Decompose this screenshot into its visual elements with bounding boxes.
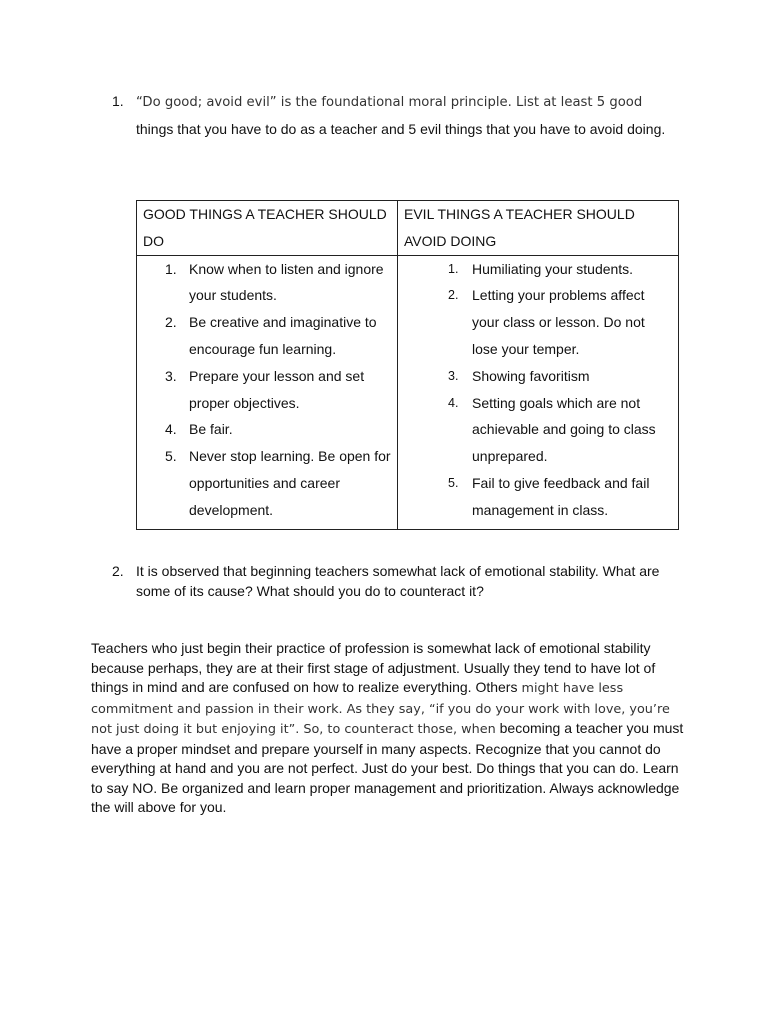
list-item-number: 1. bbox=[165, 260, 177, 277]
question-1-number: 1. bbox=[112, 93, 124, 109]
good-things-cell bbox=[137, 255, 398, 529]
list-item-text: Be creative and imaginative to encourage fun learning. bbox=[189, 314, 377, 357]
evil-things-list bbox=[398, 256, 678, 529]
question-2 bbox=[112, 562, 682, 601]
list-item-text: Know when to listen and ignore your students. bbox=[189, 260, 384, 304]
list-item bbox=[398, 363, 678, 390]
list-item bbox=[137, 363, 397, 417]
list-item-number: 2. bbox=[165, 314, 177, 331]
list-item-text: Fail to give feedback and fail management in class. bbox=[472, 474, 650, 518]
list-item-number: 4. bbox=[448, 395, 459, 410]
good-things-header: GOOD THINGS A TEACHER SHOULD DO bbox=[137, 201, 398, 256]
list-item-text: Letting your problems affect your class or lesson. Do not lose your temper. bbox=[472, 287, 645, 357]
list-item-text: Showing favoritism bbox=[472, 367, 590, 384]
answer-part-2: might have less commitment and passion in their work. As they say, “if you do your work with love, you’re not just doing it but enjoying it”. So, to counteract those, when bbox=[91, 681, 670, 737]
question-1-text-a: “Do good; avoid evil” is the foundational moral principle. List at least 5 good bbox=[136, 95, 643, 110]
list-item bbox=[137, 416, 397, 443]
evil-things-header: EVIL THINGS A TEACHER SHOULD AVOID DOING bbox=[398, 201, 679, 256]
list-item-text: Never stop learning. Be open for opportunities and career development. bbox=[189, 448, 391, 518]
list-item bbox=[398, 390, 678, 470]
list-item-text: Setting goals which are not achievable and going to class unprepared. bbox=[472, 394, 656, 465]
answer-paragraph bbox=[91, 639, 689, 818]
good-things-list bbox=[137, 256, 397, 528]
table-body-row bbox=[137, 255, 679, 529]
list-item-text: Humiliating your students. bbox=[472, 260, 634, 277]
question-2-text: It is observed that beginning teachers somewhat lack of emotional stability. What are some of its cause? What should you do to counteract it? bbox=[136, 563, 660, 599]
list-item bbox=[398, 470, 678, 524]
list-item-number: 1. bbox=[448, 261, 459, 276]
list-item-number: 5. bbox=[165, 448, 177, 465]
list-item-number: 3. bbox=[448, 368, 459, 383]
evil-things-cell bbox=[398, 255, 679, 529]
list-item-number: 5. bbox=[448, 475, 459, 490]
list-item bbox=[398, 256, 678, 283]
list-item-number: 2. bbox=[448, 288, 459, 303]
question-1 bbox=[112, 88, 682, 143]
question-1-text bbox=[136, 88, 682, 143]
list-item-text: Be fair. bbox=[189, 421, 233, 438]
answer-part-1: Teachers who just begin their practice of profession is somewhat lack of emotional stability because perhaps, they are at their first stage of adjustment. Usually they tend to have lot of things in mind and are confused on how to realize everything. Others bbox=[91, 640, 656, 695]
table-header-row bbox=[137, 201, 679, 256]
question-1-text-b: things that you have to do as a teacher and 5 evil things that you have to avoid doing. bbox=[136, 121, 666, 137]
list-item bbox=[137, 256, 397, 310]
list-item bbox=[137, 309, 397, 363]
list-item-text: Prepare your lesson and set proper objectives. bbox=[189, 367, 365, 411]
answer-part-3: becoming a teacher you must have a proper mindset and prepare yourself in many aspects. Recognize that you cannot do everything at hand and you are not perfect. Just do your best. Do things that you can do. Learn to say NO. Be organized and learn proper management and prioritization. Always acknowledge the will above for you. bbox=[91, 720, 684, 815]
list-item-number: 4. bbox=[165, 421, 177, 438]
list-item bbox=[398, 282, 678, 362]
list-item bbox=[137, 443, 397, 523]
question-2-number: 2. bbox=[112, 563, 124, 579]
good-evil-table bbox=[136, 200, 679, 530]
list-item-number: 3. bbox=[165, 367, 177, 384]
